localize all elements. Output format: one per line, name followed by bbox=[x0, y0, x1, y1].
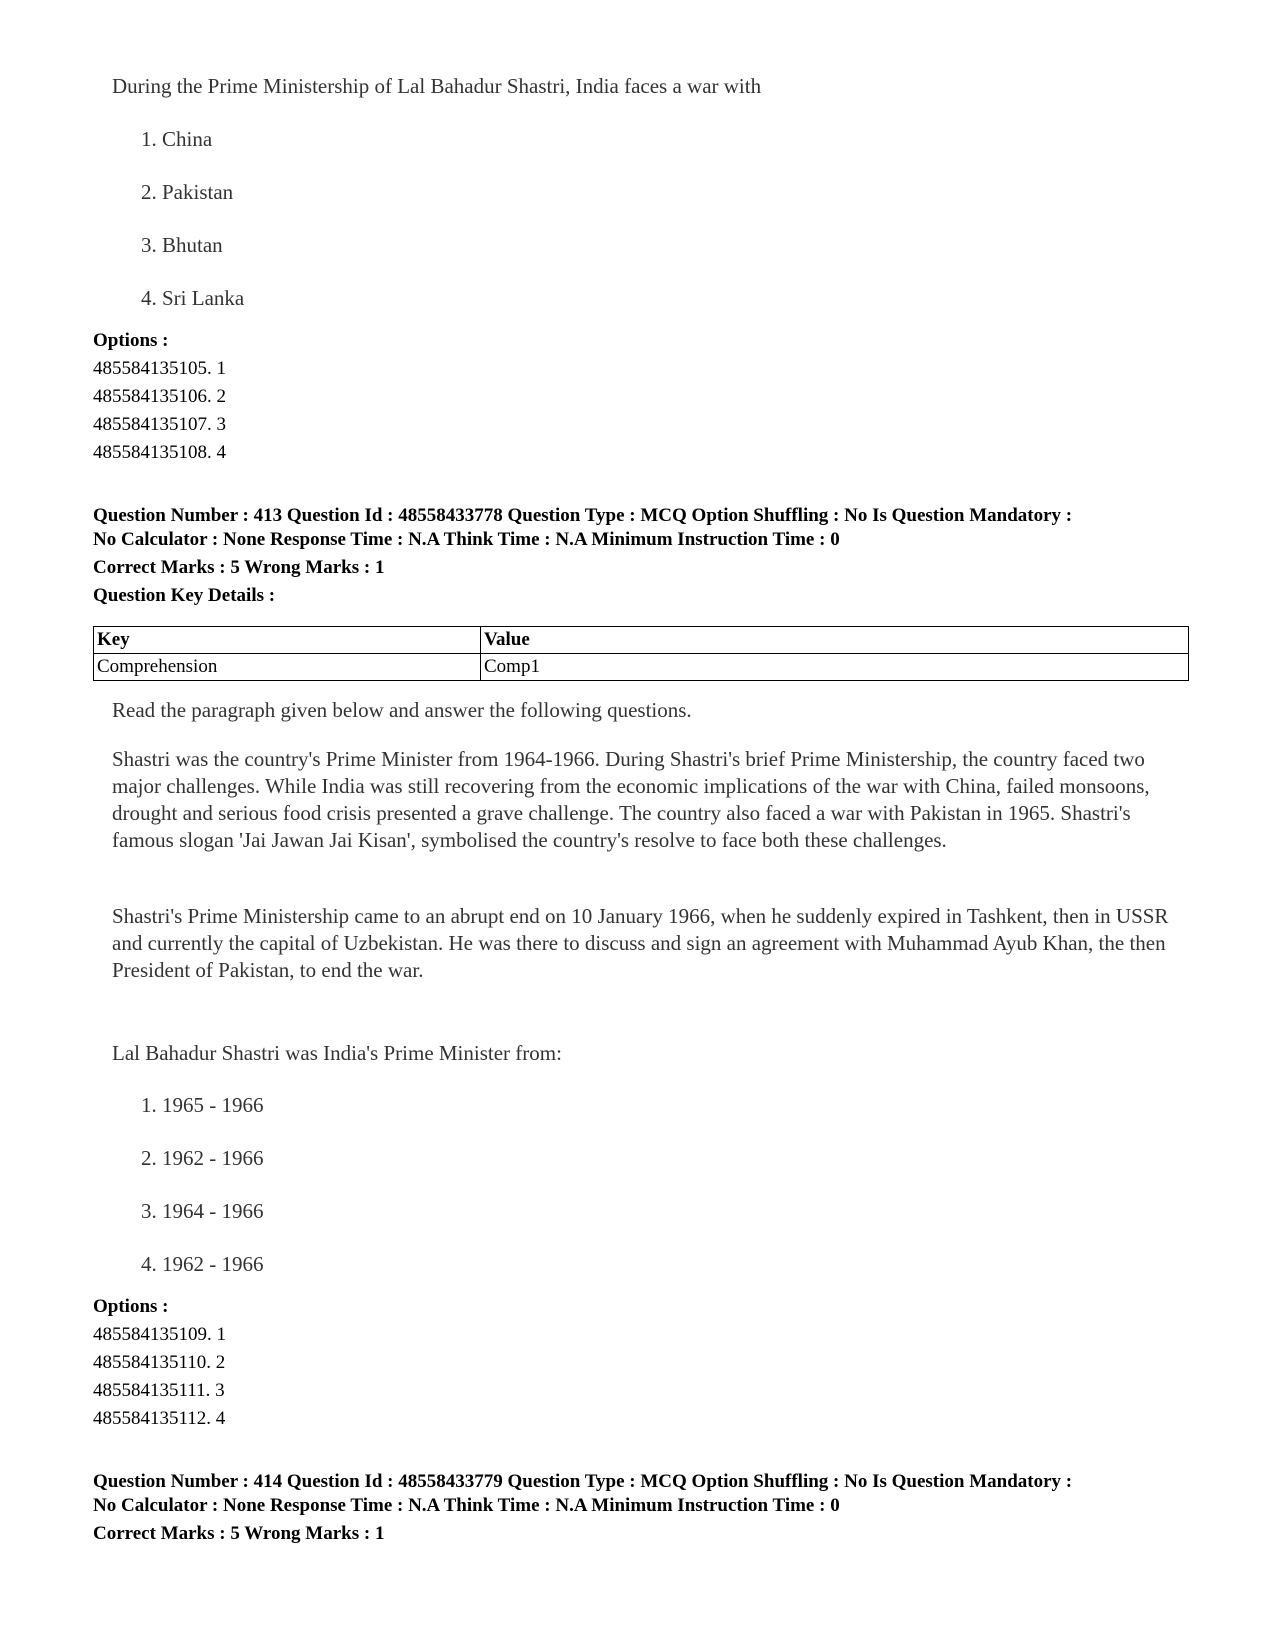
option-id-2: 485584135110. 2 bbox=[93, 1352, 226, 1373]
question-header-line2: No Calculator : None Response Time : N.A Think Time : N.A Minimum Instruction Time : 0 bbox=[93, 529, 840, 550]
table-row bbox=[94, 654, 1189, 681]
question-header-line1: Question Number : 414 Question Id : 48558433779 Question Type : MCQ Option Shuffling : No Is Question Mandatory : bbox=[93, 1471, 1073, 1492]
table-header-row bbox=[94, 627, 1189, 654]
choice-1: 1. China bbox=[141, 127, 213, 151]
choice-3: 3. 1964 - 1966 bbox=[141, 1199, 264, 1223]
option-id-4: 485584135112. 4 bbox=[93, 1408, 226, 1429]
option-id-3: 485584135111. 3 bbox=[93, 1380, 225, 1401]
question-header-line2: No Calculator : None Response Time : N.A Think Time : N.A Minimum Instruction Time : 0 bbox=[93, 1495, 840, 1516]
option-id-2: 485584135106. 2 bbox=[93, 386, 226, 407]
question-header-line1: Question Number : 413 Question Id : 48558433778 Question Type : MCQ Option Shuffling : No Is Question Mandatory : bbox=[93, 505, 1073, 526]
key-details-label: Question Key Details : bbox=[93, 585, 276, 606]
choice-1: 1. 1965 - 1966 bbox=[141, 1093, 264, 1117]
comprehension-paragraph-1: Shastri was the country's Prime Minister from 1964-1966. During Shastri's brief Prime Ministership, the country faced two major challenges. While India was still recovering from the economic implications of the war with China, failed monsoons, drought and serious food crisis presented a grave challenge. The country also faced a war with Pakistan in 1965. Shastri's famous slogan 'Jai Jawan Jai Kisan', symbolised the country's resolve to face both these challenges. bbox=[112, 747, 1150, 852]
table-cell-value: Comp1 bbox=[481, 654, 1189, 681]
choice-4: 4. Sri Lanka bbox=[141, 286, 245, 310]
question-stem: During the Prime Ministership of Lal Bahadur Shastri, India faces a war with bbox=[112, 74, 762, 98]
marks-line: Correct Marks : 5 Wrong Marks : 1 bbox=[93, 1523, 385, 1544]
choice-4: 4. 1962 - 1966 bbox=[141, 1252, 264, 1276]
option-id-3: 485584135107. 3 bbox=[93, 414, 226, 435]
choice-3: 3. Bhutan bbox=[141, 233, 223, 257]
question-stem: Lal Bahadur Shastri was India's Prime Minister from: bbox=[112, 1041, 562, 1065]
key-details-table bbox=[93, 626, 1189, 681]
table-header-value: Value bbox=[481, 627, 1189, 654]
options-label: Options : bbox=[93, 330, 169, 351]
option-id-1: 485584135109. 1 bbox=[93, 1324, 226, 1345]
comprehension-instruction: Read the paragraph given below and answer the following questions. bbox=[112, 698, 692, 722]
option-id-1: 485584135105. 1 bbox=[93, 358, 226, 379]
options-label: Options : bbox=[93, 1296, 169, 1317]
table-cell-key: Comprehension bbox=[94, 654, 481, 681]
choice-2: 2. 1962 - 1966 bbox=[141, 1146, 264, 1170]
option-id-4: 485584135108. 4 bbox=[93, 442, 226, 463]
table-header-key: Key bbox=[94, 627, 481, 654]
comprehension-paragraph-2: Shastri's Prime Ministership came to an abrupt end on 10 January 1966, when he suddenly expired in Tashkent, then in USSR and currently the capital of Uzbekistan. He was there to discuss and sign an agreement with Muhammad Ayub Khan, the then President of Pakistan, to end the war. bbox=[112, 904, 1169, 982]
choice-2: 2. Pakistan bbox=[141, 180, 234, 204]
marks-line: Correct Marks : 5 Wrong Marks : 1 bbox=[93, 557, 385, 578]
